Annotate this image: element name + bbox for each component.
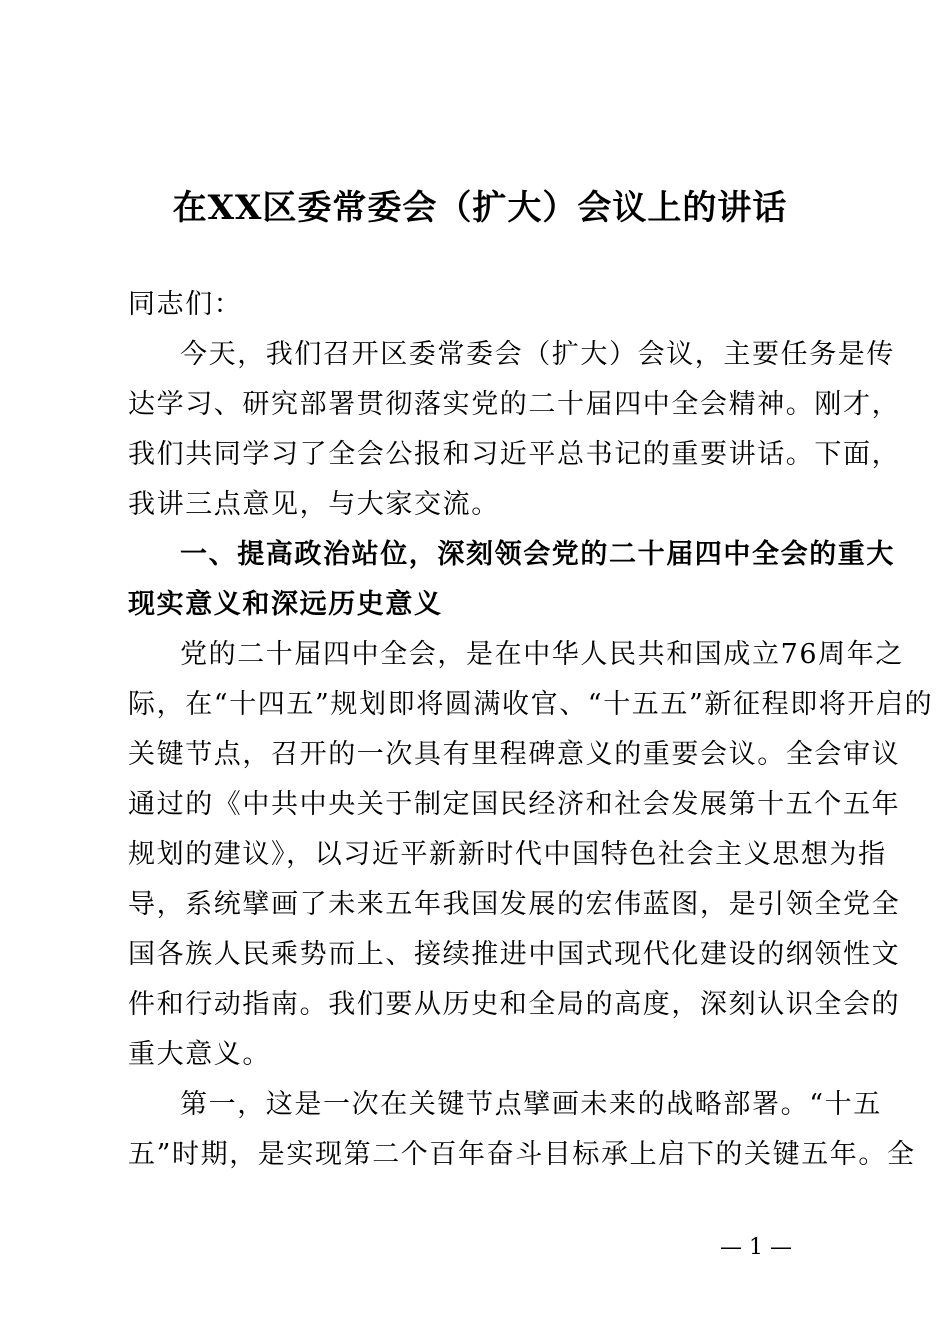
paragraph-line: 我讲三点意见，与大家交流。 [128,489,500,520]
paragraph-line: 通过的《中共中央关于制定国民经济和社会发展第十五个五年 [128,789,901,820]
section-heading-line: 一、提高政治站位，深刻领会党的二十届四中全会的重大 [180,539,895,570]
document-title: 在XX区委常委会（扩大）会议上的讲话 [172,188,788,228]
paragraph-line: 我们共同学习了全会公报和习近平总书记的重要讲话。下面， [128,439,901,470]
paragraph-line: 际，在“十四五”规划即将圆满收官、“十五五”新征程即将开启的 [128,689,934,720]
paragraph-line: 五”时期，是实现第二个百年奋斗目标承上启下的关键五年。全 [128,1139,916,1170]
document-body [128,280,934,1180]
paragraph-line: 达学习、研究部署贯彻落实党的二十届四中全会精神。刚才， [128,389,901,420]
paragraph-line: 件和行动指南。我们要从历史和全局的高度，深刻认识全会的 [128,989,901,1020]
paragraph-line: 国各族人民乘势而上、接续推进中国式现代化建设的纲领性文 [128,939,901,970]
page-number: — 1 — [720,1235,792,1260]
paragraph-line: 关键节点，召开的一次具有里程碑意义的重要会议。全会审议 [128,739,901,770]
paragraph-line: 今天，我们召开区委常委会（扩大）会议，主要任务是传 [180,339,895,370]
paragraph-line: 党的二十届四中全会，是在中华人民共和国成立76周年之 [180,639,904,670]
paragraph-line: 重大意义。 [128,1039,271,1070]
section-heading-line: 现实意义和深远历史意义 [128,589,443,620]
paragraph-line: 导，系统擘画了未来五年我国发展的宏伟蓝图，是引领全党全 [128,889,901,920]
paragraph-line: 规划的建议》，以习近平新新时代中国特色社会主义思想为指 [128,839,887,870]
paragraph-line: 第一，这是一次在关键节点擘画未来的战略部署。“十五 [180,1089,882,1120]
paragraph-line: 同志们： [128,289,243,320]
